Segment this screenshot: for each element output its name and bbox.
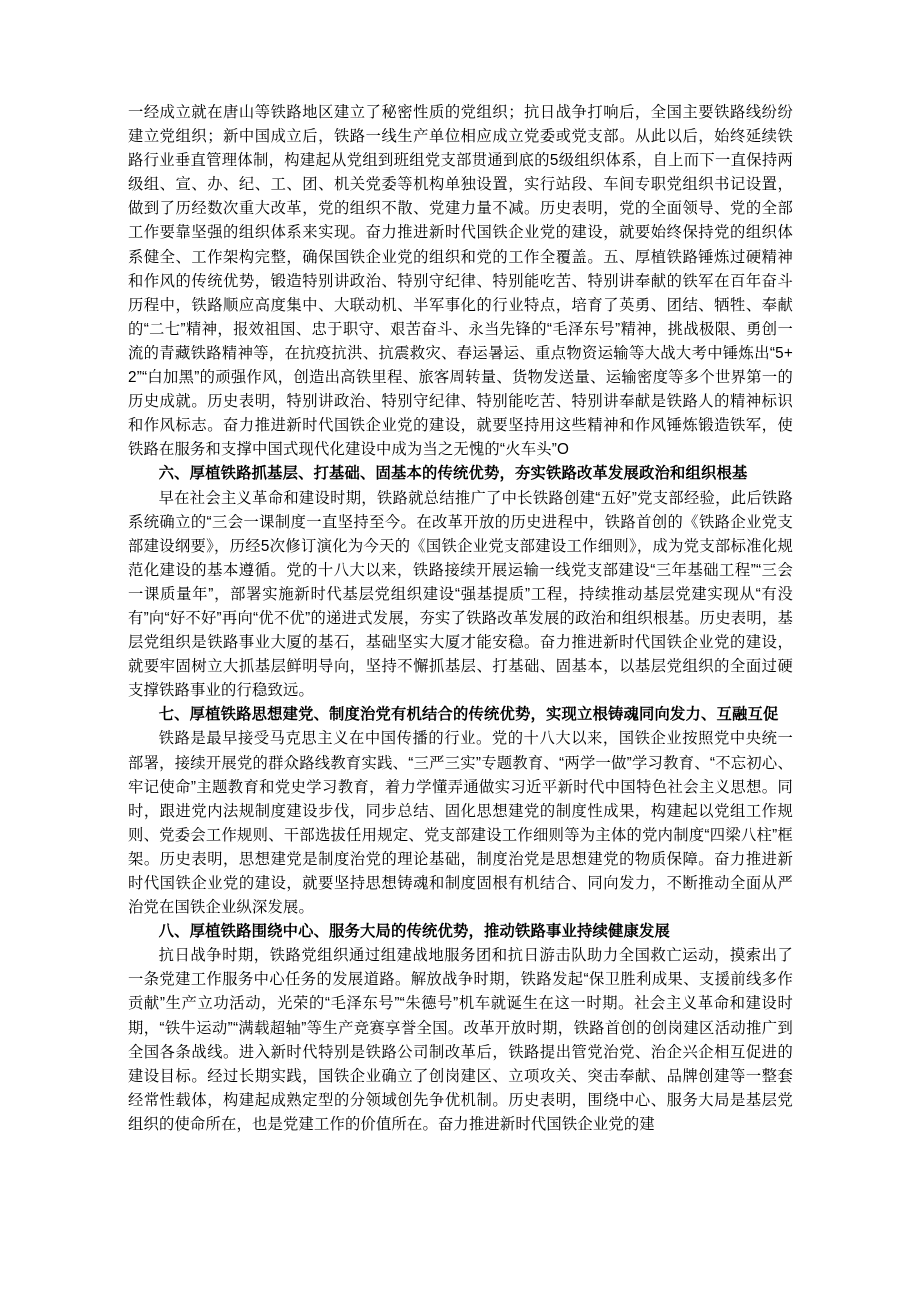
paragraph-section6-body: 早在社会主义革命和建设时期，铁路就总结推广了中长铁路创建“五好”党支部经验，此后铁路系统确立的“三会一课制度一直坚持至今。在改革开放的历史进程中，铁路首创的《铁路企业党支部建设纲要》，历经5次修订演化为今天的《国铁企业党支部建设工作细则》，成为党支部标准化规范化建设的基本遵循。党的十八大以来，铁路接续开展运输一线党支部建设“三年基础工程”“三会一课质量年”，部署实施新时代基层党组织建设“强基提质”工程，持续推动基层党建实现从“有没有”向“好不好”再向“优不优”的递进式发展，夯实了铁路改革发展的政治和组织根基。历史表明，基层党组织是铁路事业大厦的基石，基础坚实大厦才能安稳。奋力推进新时代国铁企业党的建设，就要牢固树立大抓基层鲜明导向，坚持不懈抓基层、打基础、固基本，以基层党组织的全面过硬支撑铁路事业的行稳致远。 — [128, 489, 793, 700]
paragraph-section7-body: 铁路是最早接受马克思主义在中国传播的行业。党的十八大以来，国铁企业按照党中央统一部署，接续开展党的群众路线教育实践、“三严三实”专题教育、“两学一做”学习教育、“不忘初心、牢记使命”主题教育和党史学习教育，着力学懂弄通做实习近平新时代中国特色社会主义思想。同时，跟进党内法规制度建设步伐，同步总结、固化思想建党的制度性成果，构建起以党组工作规则、党委会工作规则、干部选拔任用规定、党支部建设工作细则等为主体的党内制度“四梁八柱”框架。历史表明，思想建党是制度治党的理论基础，制度治党是思想建党的物质保障。奋力推进新时代国铁企业党的建设，就要坚持思想铸魂和制度固根有机结合、同向发力，不断推动全面从严治党在国铁企业纵深发展。 — [128, 730, 793, 917]
paragraph-section5-continuation: 一经成立就在唐山等铁路地区建立了秘密性质的党组织；抗日战争打响后，全国主要铁路线纷纷建立党组织；新中国成立后，铁路一线生产单位相应成立党委或党支部。从此以后，始终延续铁路行业垂直管理体制，构建起从党组到班组党支部贯通到底的5级组织体系，自上而下一直保持两级组、宣、办、纪、工、团、机关党委等机构单独设置，实行站段、车间专职党组织书记设置，做到了历经数次重大改革，党的组织不散、党建力量不减。历史表明，党的全面领导、党的全部工作要靠坚强的组织体系来实现。奋力推进新时代国铁企业党的建设，就要始终保持党的组织体系健全、工作架构完整，确保国铁企业党的组织和党的工作全覆盖。五、厚植铁路锤炼过硬精神和作风的传统优势，锻造特别讲政治、特别守纪律、特别能吃苦、特别讲奉献的铁军在百年奋斗历程中，铁路顺应高度集中、大联动机、半军事化的行业特点，培育了英勇、团结、牺牲、奉献的“二七”精神，报效祖国、忠于职守、艰苦奋斗、永当先锋的“毛泽东号”精神，挑战极限、勇创一流的青藏铁路精神等，在抗疫抗洪、抗震救灾、春运暑运、重点物资运输等大战大考中锤炼出“5+2”“白加黑”的顽强作风，创造出高铁里程、旅客周转量、货物发送量、运输密度等多个世界第一的历史成就。历史表明，特别讲政治、特别守纪律、特别能吃苦、特别讲奉献是铁路人的精神标识和作风标志。奋力推进新时代国铁企业党的建设，就要坚持用这些精神和作风锤炼锻造铁军，使铁路在服务和支撑中国式现代化建设中成为当之无愧的“火车头”O — [128, 104, 793, 459]
section-heading-7: 七、厚植铁路思想建党、制度治党有机结合的传统优势，实现立根铸魂同向发力、互融互促 — [158, 706, 779, 724]
section-heading-6: 六、厚植铁路抓基层、打基础、固基本的传统优势，夯实铁路改革发展政治和组织根基 — [158, 465, 748, 483]
section-heading-8: 八、厚植铁路围绕中心、服务大局的传统优势，推动铁路事业持续健康发展 — [158, 923, 670, 941]
paragraph-section8-body: 抗日战争时期，铁路党组织通过组建战地服务团和抗日游击队助力全国救亡运动，摸索出了一条党建工作服务中心任务的发展道路。解放战争时期，铁路发起“保卫胜利成果、支援前线多作贡献”生产立功活动，光荣的“毛泽东号”“朱德号”机车就诞生在这一时期。社会主义革命和建设时期，“铁牛运动”“满载超轴”等生产竞赛享誉全国。改革开放时期，铁路首创的创岗建区活动推广到全国各条战线。进入新时代特别是铁路公司制改革后，铁路提出管党治党、治企兴企相互促进的建设目标。经过长期实践，国铁企业确立了创岗建区、立项攻关、突击奉献、品牌创建等一整套经常性载体，构建起成熟定型的分领域创先争优机制。历史表明，围绕中心、服务大局是基层党组织的使命所在，也是党建工作的价值所在。奋力推进新时代国铁企业党的建 — [128, 947, 793, 1133]
